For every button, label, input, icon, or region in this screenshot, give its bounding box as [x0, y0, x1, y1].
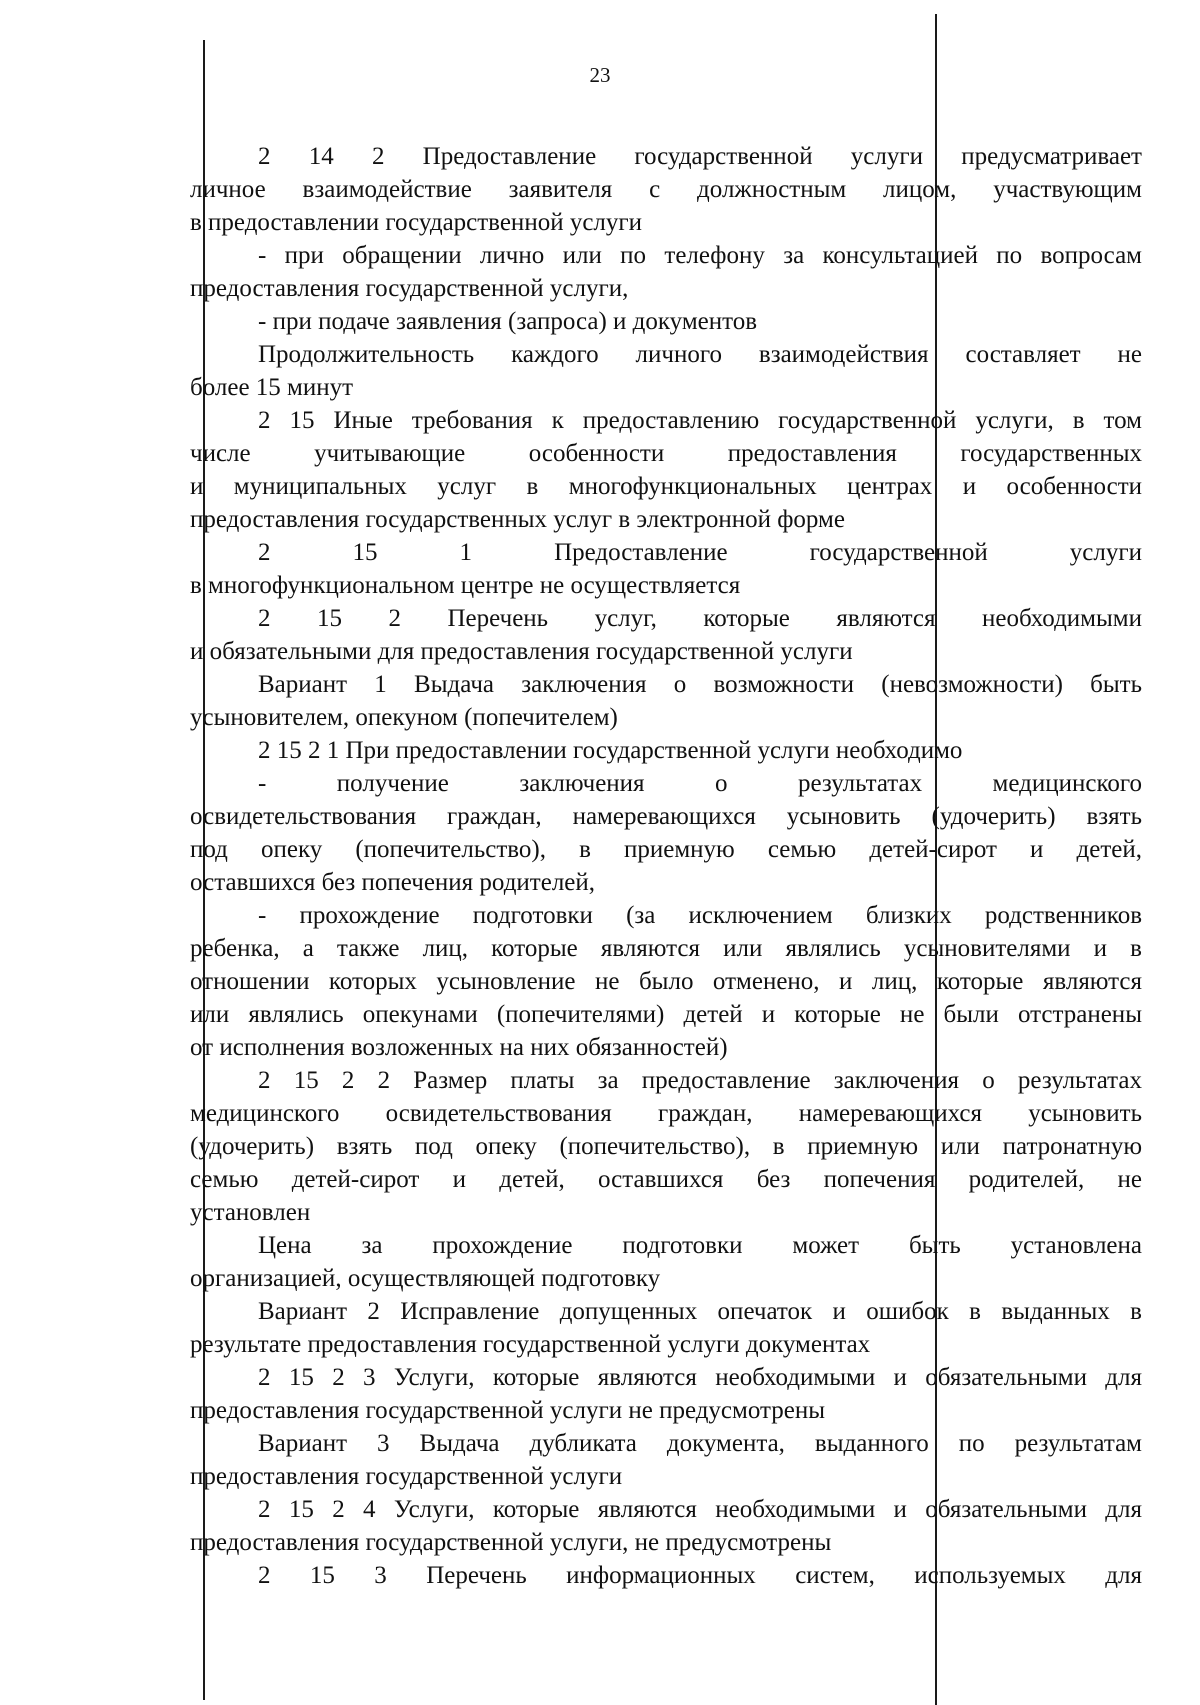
text-line: и муниципальных услуг в многофункциональных центрах и особенности — [190, 473, 1142, 500]
text-line: - при подаче заявления (запроса) и документов — [258, 308, 758, 335]
text-line: - при обращении лично или по телефону за консультацией по вопросам — [258, 242, 1142, 269]
text-line: 2 15 2 3 Услуги, которые являются необходимыми и обязательными для — [258, 1364, 1142, 1391]
text-line: в предоставлении государственной услуги — [190, 209, 643, 236]
text-line: (удочерить) взять под опеку (попечительство), в приемную или патронатную — [190, 1133, 1142, 1160]
text-line: - получение заключения о результатах медицинского — [258, 770, 1142, 797]
text-line: оставшихся без попечения родителей, — [190, 869, 596, 896]
text-line: предоставления государственной услуги — [190, 1463, 623, 1490]
text-line: 2 15 2 Перечень услуг, которые являются необходимыми — [258, 605, 1142, 632]
text-line: 2 15 3 Перечень информационных систем, используемых для — [258, 1562, 1142, 1589]
text-line: 2 15 1 Предоставление государственной услуги — [258, 539, 1142, 566]
text-line: предоставления государственной услуги, не предусмотрены — [190, 1529, 832, 1556]
text-line: или являлись опекунами (попечителями) детей и которые не были отстранены — [190, 1001, 1142, 1028]
text-line: Вариант 2 Исправление допущенных опечаток и ошибок в выданных в — [258, 1298, 1142, 1325]
text-line: предоставления государственной услуги не предусмотрены — [190, 1397, 826, 1424]
text-line: 2 14 2 Предоставление государственной услуги предусматривает — [258, 143, 1142, 170]
text-line: Вариант 1 Выдача заключения о возможности (невозможности) быть — [258, 671, 1142, 698]
text-line: отношении которых усыновление не было отменено, и лиц, которые являются — [190, 968, 1142, 995]
text-line: 2 15 2 1 При предоставлении государственной услуги необходимо — [258, 737, 963, 764]
text-line: - прохождение подготовки (за исключением близких родственников — [258, 902, 1142, 929]
text-line: Продолжительность каждого личного взаимодействия составляет не — [258, 341, 1142, 368]
text-line: Вариант 3 Выдача дубликата документа, выданного по результатам — [258, 1430, 1142, 1457]
text-line: организацией, осуществляющей подготовку — [190, 1265, 661, 1292]
text-line: личное взаимодействие заявителя с должностным лицом, участвующим — [190, 176, 1142, 203]
text-line: установлен — [190, 1199, 311, 1226]
text-line: освидетельствования граждан, намеревающихся усыновить (удочерить) взять — [190, 803, 1142, 830]
text-line: предоставления государственной услуги, — [190, 275, 629, 302]
text-line: 2 15 Иные требования к предоставлению государственной услуги, в том — [258, 407, 1142, 434]
text-line: усыновителем, опекуном (попечителем) — [190, 704, 618, 731]
text-line: числе учитывающие особенности предоставления государственных — [190, 440, 1142, 467]
text-line: семью детей-сирот и детей, оставшихся без попечения родителей, не — [190, 1166, 1142, 1193]
text-line: 2 15 2 2 Размер платы за предоставление заключения о результатах — [258, 1067, 1142, 1094]
text-line: 2 15 2 4 Услуги, которые являются необходимыми и обязательными для — [258, 1496, 1142, 1523]
text-line: более 15 минут — [190, 374, 354, 401]
text-line: от исполнения возложенных на них обязанностей) — [190, 1034, 728, 1061]
text-line: и обязательными для предоставления государственной услуги — [190, 638, 853, 665]
text-line: результате предоставления государственной услуги документах — [190, 1331, 871, 1358]
text-line: под опеку (попечительство), в приемную семью детей-сирот и детей, — [190, 836, 1142, 863]
page-number: 23 — [589, 63, 611, 87]
text-line: предоставления государственных услуг в электронной форме — [190, 506, 845, 533]
document-body — [190, 140, 1142, 1592]
text-line: в многофункциональном центре не осуществляется — [190, 572, 741, 599]
text-line: медицинского освидетельствования граждан, намеревающихся усыновить — [190, 1100, 1142, 1127]
text-line: Цена за прохождение подготовки может быть установлена — [258, 1232, 1142, 1259]
text-line: ребенка, а также лиц, которые являются или являлись усыновителями и в — [190, 935, 1142, 962]
